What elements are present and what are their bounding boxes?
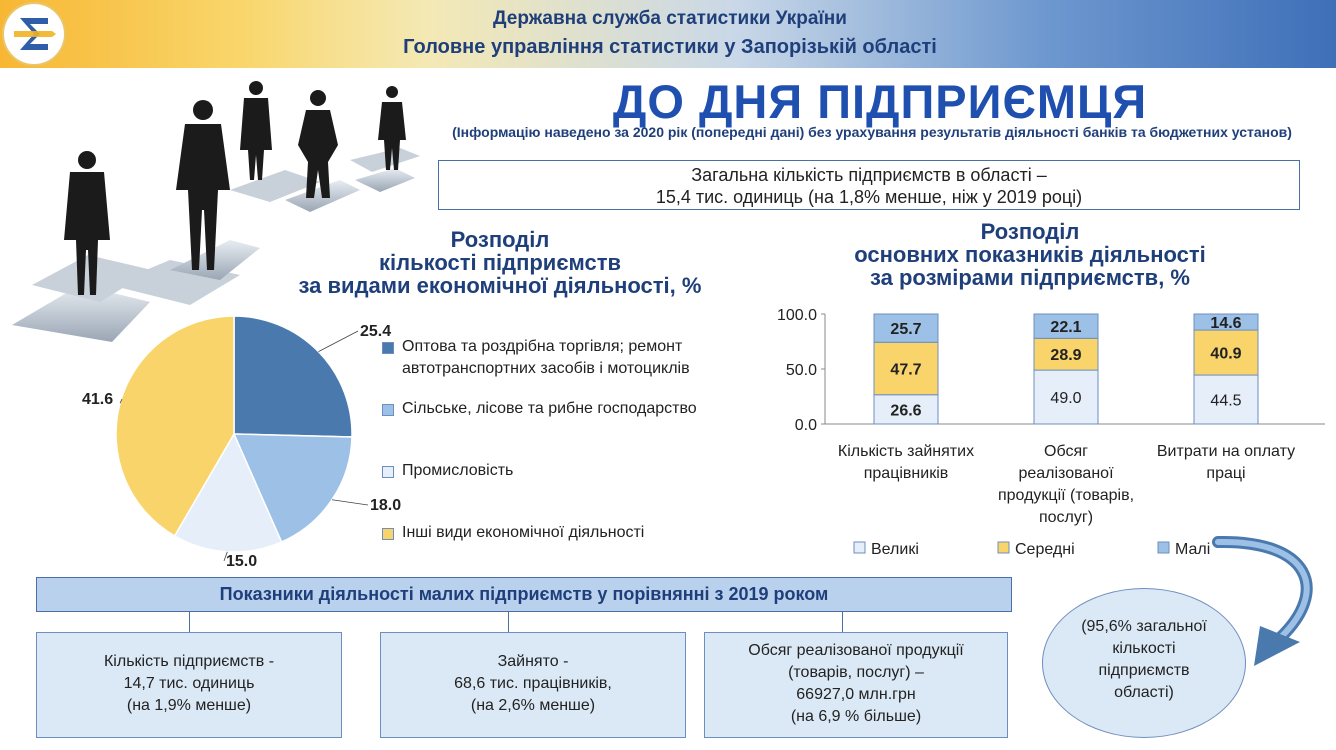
pie-slice-wholesale [234,316,352,437]
box3-line-1: Обсяг реалізованої продукції [748,642,964,659]
pie-label-industry: 15.0 [226,553,258,570]
bar-legend-label-small: Малі [1175,541,1211,558]
y-tick-label: 100.0 [776,307,817,324]
ellipse-line-3: підприємств [1098,662,1190,679]
pie-chart-title [270,228,730,297]
connector-1 [189,612,190,632]
small-enterprises-header: Показники діяльності малих підприємств у порівнянні з 2019 роком [36,577,1012,612]
pie-leader-agriculture [332,500,368,505]
share-ellipse [1042,588,1246,738]
pie-chart [82,300,402,580]
bar-label-medium-2: 40.9 [1210,345,1242,363]
bar-legend-swatch-large [854,542,865,553]
legend-label-wholesale-1: Оптова та роздрібна торгівля; ремонт [402,338,683,355]
legend-swatch-industry [382,466,394,478]
legend-swatch-other [382,528,394,540]
total-line-1: Загальна кількість підприємств в області – [691,165,1047,185]
bar-legend-label-medium: Середні [1015,541,1075,558]
box2-line-3: (на 2,6% менше) [470,697,596,714]
connector-3 [842,612,843,632]
box2-line-1: Зайнято - [497,653,569,670]
small-enterprises-sales-box [704,632,1008,738]
box1-line-2: 14,7 тис. одиниць [123,675,255,692]
legend-label-industry: Промисловість [402,462,514,479]
box1-line-1: Кількість підприємств - [103,653,275,670]
bar-title-line-2: основних показників діяльності [854,242,1206,267]
bar-title-line-1: Розподіл [980,219,1080,244]
bar-label-medium-1: 28.9 [1050,347,1082,365]
ellipse-line-2: кількості [1112,640,1176,657]
bar-label-large-1: 49.0 [1050,390,1082,408]
header-department: Головне управління статистики у Запорізькій області [403,36,937,58]
pie-label-other: 41.6 [82,391,114,408]
bar-label-large-0: 26.6 [890,402,922,420]
pie-label-agriculture: 18.0 [370,497,402,514]
ellipse-line-4: області) [1114,684,1174,701]
pie-label-wholesale: 25.4 [360,323,392,340]
x-category-label: послуг) [1038,509,1094,526]
legend-swatch-agriculture [382,404,394,416]
pie-title-line-3: за видами економічної діяльності, % [298,273,702,298]
bar-title-line-3: за розмірами підприємств, % [869,265,1190,290]
y-tick-label: 50.0 [785,362,817,379]
sigma-logo-icon [4,4,64,64]
bar-label-small-0: 25.7 [890,321,922,339]
total-enterprises-box [438,160,1300,210]
connector-2 [508,612,509,632]
box3-line-2: (товарів, послуг) – [788,664,924,681]
legend-label-other: Інші види економічної діяльності [402,524,645,541]
y-tick-label: 0.0 [794,417,817,434]
x-category-label: Обсяг [1044,443,1088,460]
legend-label-agriculture: Сільське, лісове та рибне господарство [402,400,697,417]
bar-label-large-2: 44.5 [1210,392,1242,410]
legend-swatch-wholesale [382,342,394,354]
legend-label-wholesale-2: автотранспортних засобів і мотоциклів [402,360,690,377]
bar-label-small-2: 14.6 [1210,315,1242,333]
bar-label-small-1: 22.1 [1050,319,1082,337]
total-line-2: 15,4 тис. одиниць (на 1,8% менше, ніж у 2019 році) [655,187,1083,207]
pie-title-line-2: кількості підприємств [378,250,621,275]
x-category-label: Витрати на оплату [1156,443,1296,460]
page-subtitle: (Інформацію наведено за 2020 рік (попередні дані) без урахування результатів діяльності банків та бюджетних установ) [452,124,1292,140]
ellipse-line-1: (95,6% загальної [1081,618,1207,635]
x-category-label: реалізованої [1018,465,1114,482]
small-enterprises-employed-box [380,632,686,738]
x-category-label: Кількість зайнятих [837,443,975,460]
bar-label-medium-0: 47.7 [890,361,922,379]
page-title: ДО ДНЯ ПІДПРИЄМЦЯ [612,75,1148,128]
header-banner [0,0,1336,68]
header-agency: Державна служба статистики України [493,8,847,29]
small-enterprises-count-box [36,632,342,738]
x-category-label: працівників [863,465,949,482]
box2-line-2: 68,6 тис. працівників, [454,675,612,692]
bar-legend-swatch-medium [998,542,1009,553]
box1-line-3: (на 1,9% менше) [126,697,252,714]
bar-chart-title [790,220,1270,289]
box3-line-4: (на 6,9 % більше) [790,708,922,725]
x-category-label: праці [1206,465,1246,482]
pie-leader-wholesale [318,331,358,352]
x-category-label: продукції (товарів, [997,487,1135,504]
bar-legend-label-large: Великі [871,541,919,558]
box3-line-3: 66927,0 млн.грн [796,686,916,703]
pie-title-line-1: Розподіл [450,227,550,252]
